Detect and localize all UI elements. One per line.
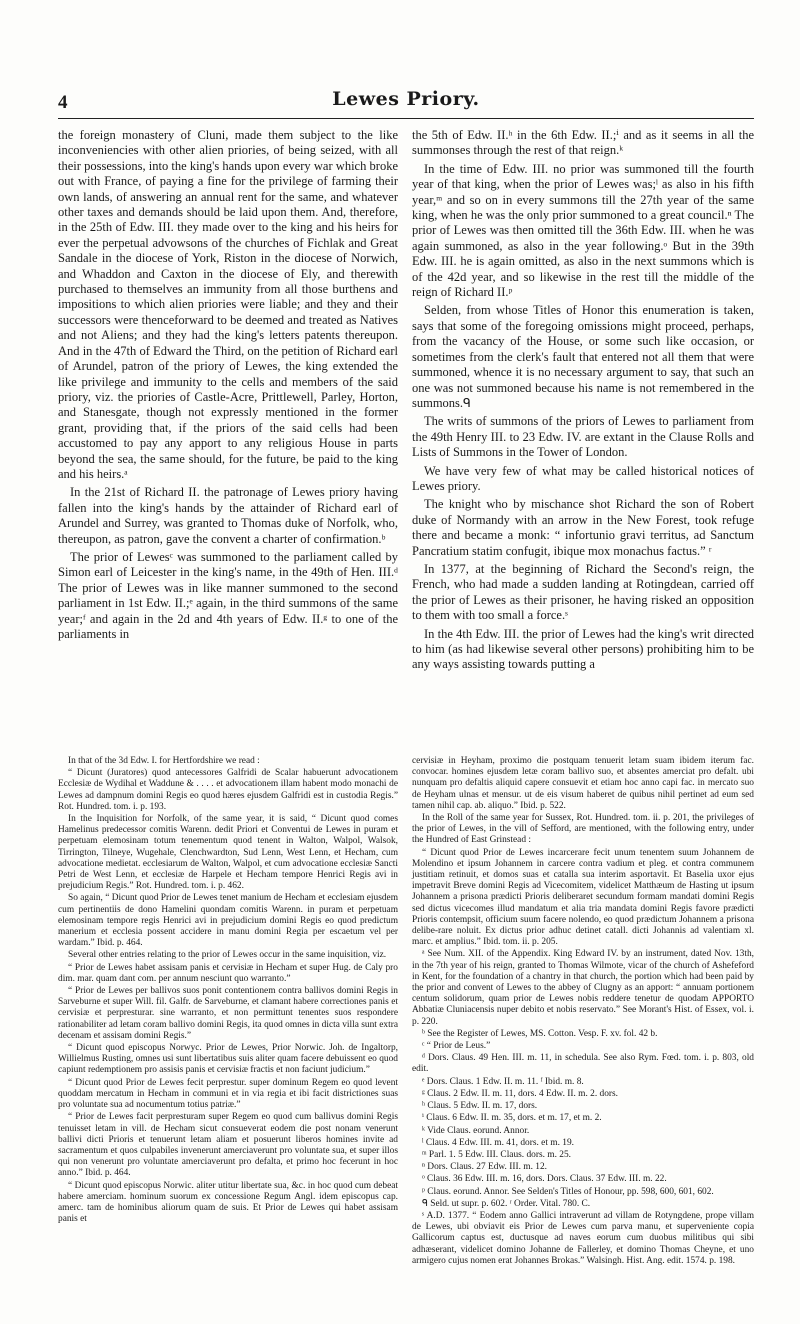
- running-title: Lewes Priory.: [332, 88, 480, 110]
- paragraph: The writs of summons of the priors of Lewes to parliament from the 49th Henry III. to 23 Edw. IV. are extant in the Clause Rolls and Lists of Summons in the Tower of London.: [412, 414, 754, 460]
- paragraph: We have very few of what may be called historical notices of Lewes priory.: [412, 463, 754, 493]
- footnote: cervisiæ in Heyham, proximo die postquam tenuerit letam suam ibidem iterum fac. convocar. homines ejusdem letæ coram ballivo suo, et absentes amerciat pro defalt. ubi nunquam pro defaltis aliquid capere consuevit et etiam hoc anno capi fac. in mercato suo de Heyham ulnas et mensur. ut de eis visum haberet de quibus nihil pertinet ad eum sed tamen nihil cap. ab. aliquo.” Ibid. p. 522.: [412, 756, 754, 811]
- paragraph: the foreign monastery of Cluni, made them subject to the like inconveniencies with other alien priories, of being seized, with all their possessions, into the king's hands upon every war which broke out with France, of paying a fine for the privilege of farming their own lands, of answering an annual rent for the same, and whatever other taxes and demands should be laid upon them. And, therefore, in the 25th of Edw. III. they made over to the king and his heirs for ever the perpetual advowsons of the churches of Fichlak and Great Sandale in the diocese of York, Riston in the diocese of Norwich, and Whaddon and Caxton in the diocese of Ely, and therewith purchased to themselves an immunity from all those burthens and impositions to which alien priories were liable; and they and their successors were thenceforward to be deemed and treated as Natives and not Aliens; and they had the king's letters patents thereupon. And in the 47th of Edward the Third, on the petition of Richard earl of Arundel, patron of the priory of Lewes, the king extended the like privilege and immunity to the cells and members of the said priory, viz. the priories of Castle-Acre, Prittlewell, Parley, Horton, and Stanesgate, though not expressly mentioned in the former grant, providing that, if the priors of the said cells had been accustomed to pay any apport to any religious House in parts beyond the sea, the same should, for the future, be paid to the king and his heirs.ᵃ: [58, 128, 398, 481]
- paragraph: The prior of Lewesᶜ was summoned to the parliament called by Simon earl of Leicester in the king's name, in the 49th of Hen. III.ᵈ The prior of Lewes was in like manner summoned to the second parliament in 1st Edw. II.;ᵉ again, in the third summons of the same year;ᶠ and again in the 2d and 4th years of Edw. II.ᵍ to one of the parliaments in: [58, 549, 398, 641]
- footnote: ᵍ Claus. 2 Edw. II. m. 11, dors. 4 Edw. II. m. 2. dors.: [422, 1088, 619, 1099]
- footnote: “ Dicunt quod episcopus Norwyc. Prior de Lewes, Prior Norwic. Joh. de Ingaltorp, Willielmus Rusting, omnes usi sunt libertatibus suis aliter quam facere debuissent eo quod capiunt redemptionem pro assisis panis et cervisiæ fractis et non faciunt judicium.”: [58, 1043, 398, 1076]
- footnote: ˡ Claus. 4 Edw. III. m. 41, dors. et m. 19.: [422, 1137, 574, 1148]
- footnote: “ Dicunt quod episcopus Norwic. aliter utitur libertate sua, &c. in hoc quod cum debeat habere amerciam. hominum suorum ex concessione Regum Angl. idem episcopus cap. amerc. tam de hominibus aliorum quam de suis. Et Prior de Lewes qui habet assisam panis et: [58, 1180, 398, 1225]
- footnote: ⁱ Claus. 6 Edw. II. m. 35, dors. et m. 17, et m. 2.: [422, 1113, 602, 1124]
- header-rule: [58, 118, 754, 119]
- footnote: ᵏ Vide Claus. eorund. Annor.: [422, 1125, 530, 1136]
- paragraph: In the time of Edw. III. no prior was summoned till the fourth year of that king, when the prior of Lewes was;ˡ as also in his fifth year,ᵐ and so on in every summons till the 27th year of the same king, when he was the only prior summoned to a great council.ⁿ The prior of Lewes was then omitted till the 36th Edw. III. when he was again summoned, as also in the year following.ᵒ But in the 39th Edw. III. he is again omitted, as also in the next summons which is of the 42d year, and so likewise in the rest till the middle of the reign of Richard II.ᵖ: [412, 161, 754, 300]
- footnote: Several other entries relating to the prior of Lewes occur in the same inquisition, viz.: [68, 950, 387, 961]
- footnote: “ Dicunt (Juratores) quod antecessores Galfridi de Scalar habuerunt advocationem Ecclesiæ de Wydihal et Waddune & . . . . et advocationem illam habent modo monachi de Lewes ad dampnum domini Regis eo quod hæres ejusdem Galfridi est in custodia Regis.” Rot. Hundred. tom. i. p. 193.: [58, 768, 398, 812]
- left-column: [58, 128, 398, 645]
- left-footnotes: [58, 756, 398, 1226]
- paragraph: In the 21st of Richard II. the patronage of Lewes priory having fallen into the king's hands by the attainder of Richard earl of Arundel and Surrey, was granted to Thomas duke of Norfolk, who, thereupon, as patron, gave the convent a charter of confirmation.ᵇ: [58, 485, 398, 546]
- footnote: ᶜ “ Prior de Leus.”: [422, 1041, 491, 1052]
- footnote: ᵖ Claus. eorund. Annor. See Selden's Titles of Honour, pp. 598, 600, 601, 602.: [422, 1186, 714, 1197]
- footnote: ᵒ Claus. 36 Edw. III. m. 16, dors. Dors. Claus. 37 Edw. III. m. 22.: [422, 1174, 667, 1185]
- footnote: “ Prior de Lewes habet assisam panis et cervisiæ in Hecham et super Hug. de Caly pro dim. mar. quam dant com. per annum nesciunt quo warranto.”: [58, 962, 398, 984]
- page-header: [58, 86, 754, 116]
- footnote: ˢ A.D. 1377. “ Eodem anno Gallici intraverunt ad villam de Rotyngdene, prope villam de Lewes, ubi obviavit eis Prior de Lewes cum parva manu, et superveniente copia Gallicorum captus est, ductusque ad naves eorum cum duobus militibus qui sibi adhæserant, videlicet domino Johanne de Fallerley, et domino Thomas Cheyne, et uno armigero cujus nomen erat Johannes Brokas.” Walsingh. Hist. Ang. edit. 1574. p. 198.: [412, 1210, 754, 1266]
- footnote: So again, “ Dicunt quod Prior de Lewes tenet manium de Hecham et ecclesiam ejusdem cum pertinentiis de dono Hamelini quondam comitis Warenn. in puram et perpetuam elemosinam tempore regis Henrici avi in prejudicium domini Regis eo quod predictum manerium et ecclesia possent accidere in manu domini Regia per escaetum vel per wardam.” Ibid. p. 464.: [58, 893, 398, 949]
- paragraph: In the 4th Edw. III. the prior of Lewes had the king's writ directed to him (as had likewise several other persons) prohibiting him to be any ways assisting towards putting a: [412, 626, 754, 672]
- footnote: In the Roll of the same year for Sussex, Rot. Hundred. tom. ii. p. 201, the privileges of the prior of Lewes, in the vill of Sefford, are mentioned, with the following entry, under the Hundred of East Grinstead :: [412, 813, 754, 846]
- footnote: “ Prior de Lewes facit perpresturam super Regem eo quod cum ballivus domini Regis tenuisset letam in vill. de Hecham sicut consueverat eodem die post nonam venerunt ballivi dicti Prioris et tenuerunt letam aliam et posuerunt liberos homines invite ad sacramentum et quos culpabiles invenerunt amerciaverunt pro voluntate sua, et super illos qui non venerunt pro voluntate amerciaverunt pro defalta, et primo hoc fecerunt in hoc anno.” Ibid. p. 464.: [58, 1112, 398, 1179]
- right-column: [412, 128, 754, 676]
- page-number: 4: [58, 92, 68, 113]
- paragraph: The knight who by mischance shot Richard the son of Robert duke of Normandy with an arrow in the New Forest, took refuge there and became a monk: “ infortunio gravi territus, ad Sanctum Pancratium statim confugit, ibique mox monachus factus.” ʳ: [412, 497, 754, 558]
- footnote: ⁿ Dors. Claus. 27 Edw. III. m. 12.: [422, 1162, 547, 1173]
- footnote: “ Dicunt quod Prior de Lewes fecit perprestur. super dominum Regem eo quod levent quoddam mercatum in Hecham in communi et in via regia et ibi facit districtiones suas pro voluntate sua ad nocumentum totius patriæ.”: [58, 1077, 398, 1111]
- footnote: In the Inquisition for Norfolk, of the same year, it is said, “ Dicunt quod comes Hamelinus predecessor comitis Warenn. dedit Priori et Conventui de Lewes in puram et perpetuam elemosinam totum tenementum quod tenent in Walton, Walpol, Walsok, Tirrington, Tilneye, Wugehale, Clenchwardton, Sud Lenn, West Lenn, et Hecham, cum advocatione medietat. ecclesiarum de Walton, Walpol, et cum advocatione ecclesiæ Sancti Petri de West Lenn, et ecclesiæ de Harpele et Hecham tempore Henrici Regis avi in prejudicium Regis.” Rot. Hundred. tom. i. p. 462.: [58, 814, 398, 892]
- footnote: ʰ Claus. 5 Edw. II. m. 17, dors.: [422, 1101, 538, 1112]
- footnote: “ Dicunt quod Prior de Lewes incarcerare fecit unum tenentem suum Johannem de Molendino et ipsum Johannem in carcere contra vadium et pleg. et contra communem justitiam retinuit, et domos suas et catalla sua interim asportavit. Et Baselia uxor ejus impetravit Breve domini Regis ad Vicecomitem, videlicet Matthæum de Hasting ut ipsum Johannem a prisona prædicti Prioris deliberaret secundum formam mandati domini Regis sed dictus vicecomes illud mandatum et alia tria mandata domini Regis favore prædicti Prioris contempsit, officium suum facere nolendo, eo quod prædictum Johannem a prisona delibe-rare noluit. Ex dictus prior adhuc detinet catall. dicti Johannis ad valentiam xl. marc. et amplius.” Ibid. tom. ii. p. 205.: [412, 847, 754, 948]
- footnote: ᵇ See the Register of Lewes, MS. Cotton. Vesp. F. xv. fol. 42 b.: [422, 1028, 658, 1039]
- right-footnotes: [412, 756, 754, 1268]
- paragraph: In 1377, at the beginning of Richard the Second's reign, the French, who had made a sudden landing at Rotingdean, carried off the prior of Lewes as their prisoner, he having risked an opposition to them with too small a force.ˢ: [412, 561, 754, 623]
- paragraph: Selden, from whose Titles of Honor this enumeration is taken, says that some of the foregoing omissions might proceed, perhaps, from the vacancy of the House, or some such like occasion, or sometimes from the clerk's fault that entered not all them that were summoned, whence it is no necessary argument to say, that such an one was not summoned because his name is not remembered in the summons.ᑫ: [412, 303, 754, 410]
- footnote: ᵐ Parl. 1. 5 Edw. III. Claus. dors. m. 25.: [422, 1149, 572, 1160]
- footnote: “ Prior de Lewes per ballivos suos ponit contentionem contra ballivos domini Regis in Sarveburne et super Will. fil. Galfr. de Sarveburne, et clamant habere correctiones panis et cervisiæ et perpresturar. sine warranto, et non permittunt tenentes suos respondere rationabiliter ad letam coram ballivo domini Regis, ita quod omnes in dicta villa sunt extra decenam et assisam domini Regis.”: [58, 986, 398, 1041]
- footnote: ᑫ Seld. ut supr. p. 602. ʳ Order. Vital. 780. C.: [422, 1198, 591, 1209]
- paragraph: the 5th of Edw. II.ʰ in the 6th Edw. II.;ⁱ and as it seems in all the summonses through the rest of that reign.ᵏ: [412, 128, 754, 158]
- footnote: ᵈ Dors. Claus. 49 Hen. III. m. 11, in schedula. See also Rym. Fœd. tom. i. p. 803, old edit.: [412, 1053, 754, 1075]
- footnote: ᵉ Dors. Claus. 1 Edw. II. m. 11. ᶠ Ibid. m. 8.: [422, 1076, 584, 1087]
- footnote: ᵃ See Num. XII. of the Appendix. King Edward IV. by an instrument, dated Nov. 13th, in the 7th year of his reign, granted to Thomas Wilmote, vicar of the church of Ashefeford in Kent, for the foundation of a chantry in that church, the portion which had been paid by the prior and convent of Lewes to the abbey of Clugny as an apport: “ annuam portionem centum solidorum, quam prior de Lewes nobis reddere tenetur de quodam APPORTO Abbatiæ Cluniacensis nuper debito et nobis reservato.” See Morant's Hist. of Essex, vol. i. p. 220.: [412, 949, 754, 1027]
- footnote: In that of the 3d Edw. I. for Hertfordshire we read :: [68, 756, 260, 766]
